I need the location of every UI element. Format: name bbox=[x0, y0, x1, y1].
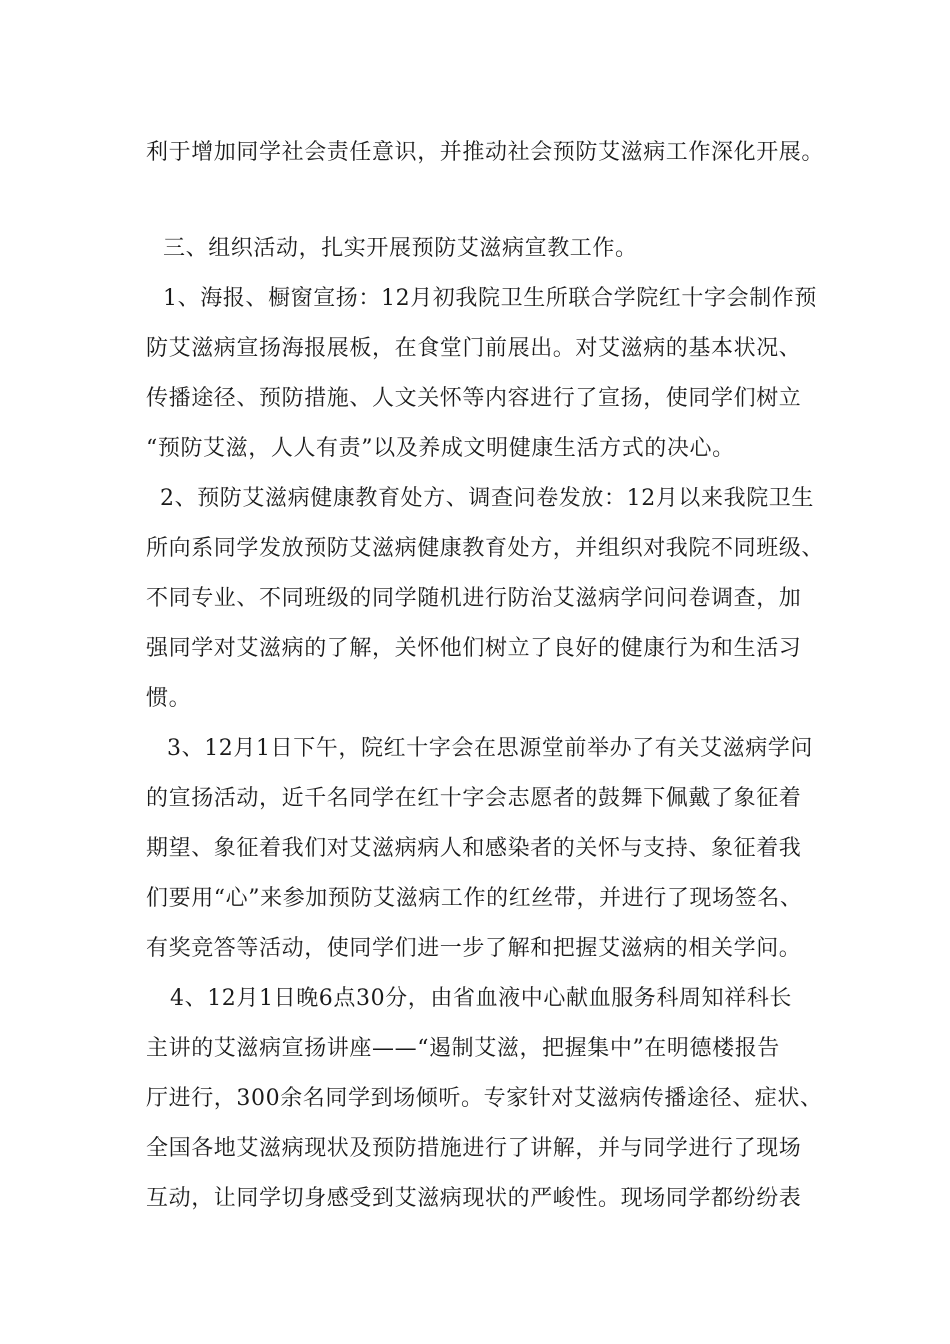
text-line: 不同专业、不同班级的同学随机进行防治艾滋病学问问卷调查，加 bbox=[146, 586, 802, 611]
text-line: 利于增加同学社会责任意识，并推动社会预防艾滋病工作深化开展。 bbox=[146, 140, 825, 165]
text-line: 全国各地艾滋病现状及预防措施进行了讲解，并与同学进行了现场 bbox=[146, 1136, 802, 1161]
section-heading: 三、组织活动，扎实开展预防艾滋病宣教工作。 bbox=[163, 236, 638, 261]
text-line: 互动，让同学切身感受到艾滋病现状的严峻性。现场同学都纷纷表 bbox=[146, 1186, 802, 1211]
text-line: 厅进行，300余名同学到场倾听。专家针对艾滋病传播途径、症状、 bbox=[146, 1086, 823, 1111]
text-line: 强同学对艾滋病的了解，关怀他们树立了良好的健康行为和生活习 bbox=[146, 636, 802, 661]
text-line: 有奖竞答等活动，使同学们进一步了解和把握艾滋病的相关学问。 bbox=[146, 936, 802, 961]
text-line: 所向系同学发放预防艾滋病健康教育处方，并组织对我院不同班级、 bbox=[146, 536, 825, 561]
text-line: 4、12月1日晚6点30分，由省血液中心献血服务科周知祥科长 bbox=[170, 986, 792, 1011]
text-line: 传播途径、预防措施、人文关怀等内容进行了宣扬，使同学们树立 bbox=[146, 386, 802, 411]
text-line: 惯。 bbox=[146, 686, 192, 711]
text-line: 期望、象征着我们对艾滋病病人和感染者的关怀与支持、象征着我 bbox=[146, 836, 802, 861]
text-line: 2、预防艾滋病健康教育处方、调查问卷发放：12月以来我院卫生 bbox=[160, 486, 814, 511]
text-line: 主讲的艾滋病宣扬讲座——“遏制艾滋，把握集中”在明德楼报告 bbox=[146, 1036, 780, 1061]
text-line: 1、海报、橱窗宣扬：12月初我院卫生所联合学院红十字会制作预 bbox=[163, 286, 817, 311]
text-line: 3、12月1日下午，院红十字会在思源堂前举办了有关艾滋病学问 bbox=[167, 736, 813, 761]
text-line: 的宣扬活动，近千名同学在红十字会志愿者的鼓舞下佩戴了象征着 bbox=[146, 786, 802, 811]
text-line: 防艾滋病宣扬海报展板，在食堂门前展出。对艾滋病的基本状况、 bbox=[146, 336, 802, 361]
text-line: 们要用“心”来参加预防艾滋病工作的红丝带，并进行了现场签名、 bbox=[146, 886, 803, 911]
text-line: “预防艾滋，人人有责”以及养成文明健康生活方式的决心。 bbox=[146, 436, 735, 461]
